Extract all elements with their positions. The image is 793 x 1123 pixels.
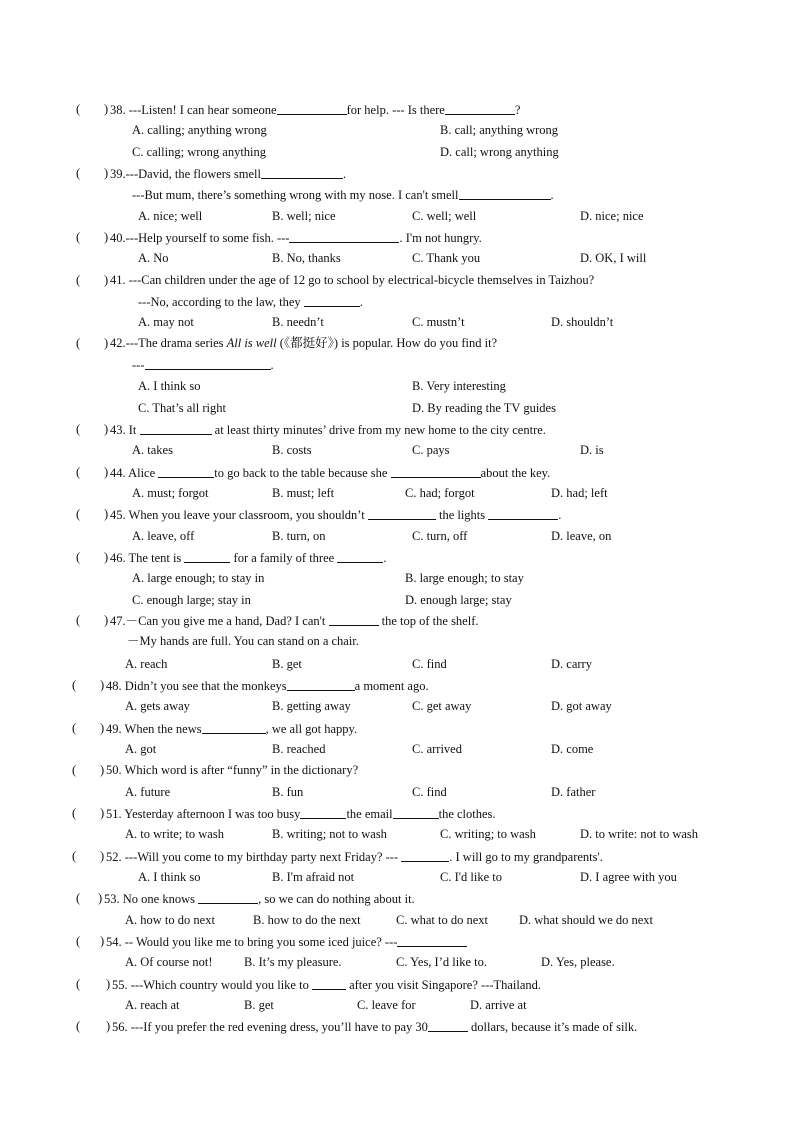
- option-39-b[interactable]: B. well; nice: [272, 209, 336, 223]
- option-43-b[interactable]: B. costs: [272, 443, 312, 457]
- option-48-a[interactable]: A. gets away: [125, 699, 190, 713]
- option-38-c[interactable]: C. calling; wrong anything: [132, 145, 267, 159]
- answer-blank[interactable]: [368, 508, 436, 520]
- question-47-line2: －My hands are full. You can stand on a chair.: [127, 634, 359, 648]
- answer-blank[interactable]: [202, 722, 266, 734]
- option-40-c[interactable]: C. Thank you: [412, 251, 481, 265]
- question-54: 54. -- Would you like me to bring you some iced juice? ---: [106, 935, 467, 949]
- option-41-a[interactable]: A. may not: [138, 315, 194, 329]
- answer-blank[interactable]: [401, 850, 449, 862]
- option-51-d[interactable]: D. to write: not to wash: [580, 827, 699, 841]
- answer-blank[interactable]: [261, 167, 343, 179]
- answer-blank[interactable]: [391, 466, 481, 478]
- option-55-d[interactable]: D. arrive at: [470, 998, 527, 1012]
- question-52: 52. ---Will you come to my birthday party next Friday? --- . I will go to my grandparents'.: [106, 850, 603, 864]
- answer-blank[interactable]: [198, 892, 258, 904]
- answer-blank[interactable]: [140, 423, 212, 435]
- option-45-c[interactable]: C. turn, off: [412, 529, 468, 543]
- option-47-d[interactable]: D. carry: [551, 657, 592, 671]
- question-38: 38. ---Listen! I can hear someone for help. --- Is there ?: [110, 103, 521, 117]
- option-38-d[interactable]: D. call; wrong anything: [440, 145, 559, 159]
- answer-blank[interactable]: [158, 466, 214, 478]
- answer-blank[interactable]: [304, 295, 360, 307]
- answer-blank[interactable]: [329, 614, 379, 626]
- option-43-c[interactable]: C. pays: [412, 443, 450, 457]
- answer-blank[interactable]: [428, 1020, 468, 1032]
- option-51-b[interactable]: B. writing; not to wash: [272, 827, 387, 841]
- answer-blank[interactable]: [287, 679, 355, 691]
- option-41-c[interactable]: C. mustn’t: [412, 315, 465, 329]
- answer-blank[interactable]: [289, 231, 399, 243]
- option-38-a[interactable]: A. calling; anything wrong: [132, 123, 267, 137]
- option-39-a[interactable]: A. nice; well: [138, 209, 203, 223]
- option-49-a[interactable]: A. got: [125, 742, 157, 756]
- option-38-b[interactable]: B. call; anything wrong: [440, 123, 559, 137]
- option-43-a[interactable]: A. takes: [132, 443, 173, 457]
- option-49-b[interactable]: B. reached: [272, 742, 326, 756]
- option-51-a[interactable]: A. to write; to wash: [125, 827, 224, 841]
- question-50: 50. Which word is after “funny” in the dictionary?: [106, 763, 359, 777]
- answer-blank[interactable]: [145, 358, 271, 370]
- question-39: 39.---David, the flowers smell .: [110, 167, 347, 181]
- question-41-line2: ---No, according to the law, they .: [138, 295, 363, 309]
- question-40: 40.---Help yourself to some fish. --- . I'm not hungry.: [110, 231, 482, 245]
- option-43-d[interactable]: D. is: [580, 443, 604, 457]
- answer-blank[interactable]: [397, 935, 467, 947]
- option-49-c[interactable]: C. arrived: [412, 742, 462, 756]
- option-46-b[interactable]: B. large enough; to stay: [405, 571, 524, 585]
- question-55: 55. ---Which country would you like to after you visit Singapore? ---Thailand.: [112, 978, 542, 992]
- option-52-d[interactable]: D. I agree with you: [580, 870, 677, 884]
- option-55-b[interactable]: B. get: [244, 998, 274, 1012]
- option-41-d[interactable]: D. shouldn’t: [551, 315, 614, 329]
- option-42-a[interactable]: A. I think so: [138, 379, 201, 393]
- option-47-b[interactable]: B. get: [272, 657, 302, 671]
- option-50-d[interactable]: D. father: [551, 785, 596, 799]
- answer-blank[interactable]: [445, 103, 515, 115]
- option-46-a[interactable]: A. large enough; to stay in: [132, 571, 265, 585]
- option-40-d[interactable]: D. OK, I will: [580, 251, 647, 265]
- option-48-d[interactable]: D. got away: [551, 699, 612, 713]
- option-51-c[interactable]: C. writing; to wash: [440, 827, 536, 841]
- answer-blank[interactable]: [459, 188, 551, 200]
- option-52-b[interactable]: B. I'm afraid not: [272, 870, 355, 884]
- option-50-b[interactable]: B. fun: [272, 785, 304, 799]
- option-54-d[interactable]: D. Yes, please.: [541, 955, 615, 969]
- question-53: 53. No one knows , so we can do nothing about it.: [104, 892, 415, 906]
- question-56: 56. ---If you prefer the red evening dress, you’ll have to pay 30 dollars, because it’s made of silk.: [112, 1020, 638, 1034]
- answer-blank[interactable]: [337, 551, 383, 563]
- question-42-line2: --- .: [132, 358, 274, 372]
- question-45: 45. When you leave your classroom, you shouldn’t the lights .: [110, 508, 562, 522]
- option-48-b[interactable]: B. getting away: [272, 699, 351, 713]
- option-39-c[interactable]: C. well; well: [412, 209, 477, 223]
- option-41-b[interactable]: B. needn’t: [272, 315, 324, 329]
- answer-blank[interactable]: [184, 551, 230, 563]
- question-43: 43. It at least thirty minutes’ drive from my new home to the city centre.: [110, 423, 546, 437]
- option-45-d[interactable]: D. leave, on: [551, 529, 612, 543]
- option-55-a[interactable]: A. reach at: [125, 998, 180, 1012]
- option-46-d[interactable]: D. enough large; stay: [405, 593, 512, 607]
- option-45-a[interactable]: A. leave, off: [132, 529, 195, 543]
- option-45-b[interactable]: B. turn, on: [272, 529, 326, 543]
- option-48-c[interactable]: C. get away: [412, 699, 472, 713]
- option-52-c[interactable]: C. I'd like to: [440, 870, 502, 884]
- question-48: 48. Didn’t you see that the monkeys a moment ago.: [106, 679, 429, 693]
- option-52-a[interactable]: A. I think so: [138, 870, 201, 884]
- option-50-a[interactable]: A. future: [125, 785, 171, 799]
- option-53-c[interactable]: C. what to do next: [396, 913, 489, 927]
- answer-blank[interactable]: [312, 978, 346, 990]
- option-53-d[interactable]: D. what should we do next: [519, 913, 654, 927]
- option-42-c[interactable]: C. That’s all right: [138, 401, 226, 415]
- option-42-d[interactable]: D. By reading the TV guides: [412, 401, 556, 415]
- drama-title: All is well: [226, 336, 277, 350]
- question-44: 44. Alice to go back to the table because she about the key.: [110, 466, 551, 480]
- answer-blank[interactable]: [488, 508, 558, 520]
- question-39-line2: ---But mum, there’s something wrong with my nose. I can't smell .: [132, 188, 554, 202]
- answer-blank[interactable]: [300, 807, 346, 819]
- option-55-c[interactable]: C. leave for: [357, 998, 416, 1012]
- option-47-a[interactable]: A. reach: [125, 657, 168, 671]
- option-44-d[interactable]: D. had; left: [551, 486, 608, 500]
- option-46-c[interactable]: C. enough large; stay in: [132, 593, 251, 607]
- option-50-c[interactable]: C. find: [412, 785, 447, 799]
- option-47-c[interactable]: C. find: [412, 657, 447, 671]
- question-47: 47.－Can you give me a hand, Dad? I can't the top of the shelf.: [110, 614, 479, 628]
- question-51: 51. Yesterday afternoon I was too busy the email the clothes.: [106, 807, 496, 821]
- option-54-b[interactable]: B. It’s my pleasure.: [244, 955, 342, 969]
- answer-blank[interactable]: [277, 103, 347, 115]
- question-49: 49. When the news , we all got happy.: [106, 722, 358, 736]
- option-40-b[interactable]: B. No, thanks: [272, 251, 341, 265]
- question-42: 42.---The drama series All is well (《都挺好》) is popular. How do you find it?: [110, 336, 498, 350]
- option-53-a[interactable]: A. how to do next: [125, 913, 215, 927]
- option-54-c[interactable]: C. Yes, I’d like to.: [396, 955, 487, 969]
- option-54-a[interactable]: A. Of course not!: [125, 955, 213, 969]
- question-46: 46. The tent is for a family of three .: [110, 551, 387, 565]
- option-42-b[interactable]: B. Very interesting: [412, 379, 506, 393]
- option-44-b[interactable]: B. must; left: [272, 486, 335, 500]
- option-49-d[interactable]: D. come: [551, 742, 594, 756]
- option-44-a[interactable]: A. must; forgot: [132, 486, 209, 500]
- question-41: 41. ---Can children under the age of 12 go to school by electrical-bicycle themselves in Taizhou?: [110, 273, 595, 287]
- option-44-c[interactable]: C. had; forgot: [405, 486, 475, 500]
- answer-blank[interactable]: [393, 807, 439, 819]
- option-53-b[interactable]: B. how to do the next: [253, 913, 361, 927]
- option-39-d[interactable]: D. nice; nice: [580, 209, 644, 223]
- option-40-a[interactable]: A. No: [138, 251, 169, 265]
